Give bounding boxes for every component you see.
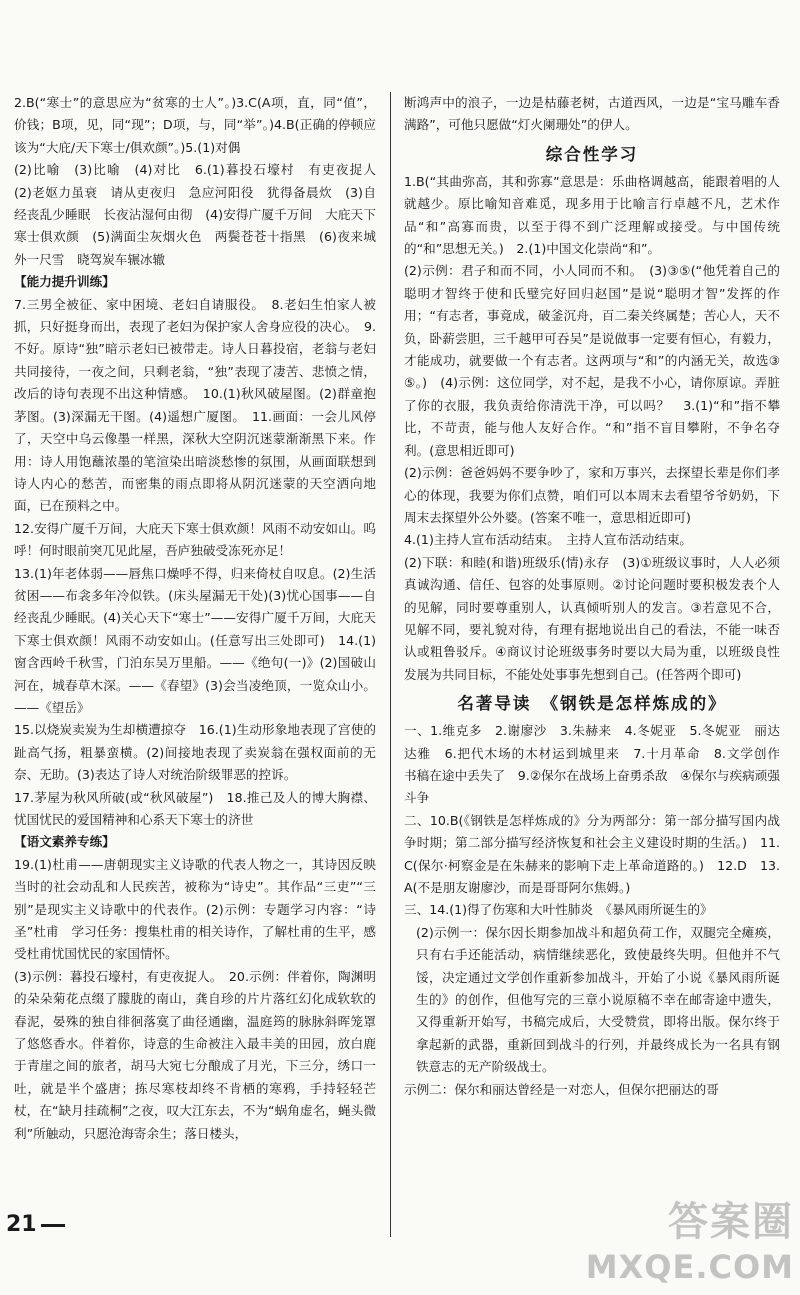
watermark-logo	[585, 1190, 794, 1290]
page-number-text: 21	[6, 1212, 37, 1237]
answer-paragraph: 示例二：保尔和丽达曾经是一对恋人，但保尔把丽达的哥	[404, 1081, 719, 1097]
answer-paragraph: (2)示例：爸爸妈妈不要争吵了，家和万事兴，去探望长辈是你们孝心的体现，我要为你们点赞，咱们可以本周末去看望爷爷奶奶，下周末去探望外公外婆。(答案不唯一，意思相近即可)	[404, 465, 780, 525]
column-divider	[390, 92, 391, 1237]
watermark-line2: MXQE.COM	[585, 1248, 794, 1286]
answer-paragraph: 17.茅屋为秋风所破(或“秋风破屋”) 18.推己及人的博大胸襟、忧国忧民的爱国精神和心系天下寒士的济世	[14, 789, 376, 827]
answer-paragraph: 1.B(“其曲弥高，其和弥寡”意思是：乐曲格调越高，能跟着唱的人就越少。原比喻知音难觅，现多用于比喻言行卓越不凡，艺术作品“和”高寡而贵，以至于得不到广泛理解或接受。与中国传统的“和”思想无关。) 2.(1)中国文化崇尚“和”。	[404, 173, 780, 257]
left-column	[14, 92, 389, 1145]
answer-paragraph: (2)比喻 (3)比喻 (4)对比 6.(1)暮投石壕村 有吏夜捉人 (2)老妪力虽衰 请从吏夜归 急应河阳役 犹得备晨炊 (3)自经丧乱少睡眠 长夜沾湿何由彻 (4)安得广厦千万间 大庇天下寒士俱欢颜 (5)满面尘灰烟火色 两鬓苍苍十指黑 (6)夜来城外一尺雪 晓驾炭车辗冰辙	[14, 162, 389, 267]
right-column	[404, 92, 793, 1101]
answer-paragraph: 2.B(“寒士”的意思应为“贫寒的士人”。)3.C(A项，直，同“值”，价钱；B项，见，同“现”；D项，与，同“举”。)4.B(正确的停顿应该为“大庇/天下寒士/俱欢颜”。)5.(1)对偶	[14, 95, 376, 155]
page-number	[6, 1212, 65, 1237]
answer-paragraph: 7.三男全被征、家中困境、老妇自请服役。 8.老妇生怕家人被抓，只好挺身而出，表现了老妇为保护家人舍身应役的决心。 9.不好。原诗“独”暗示老妇已被带走。诗人日暮投宿，老翁与老妇共同接待，一夜之间，只剩老翁，“独”表现了凄苦、悲愤之情，改后的诗句表现不出这种情感。 10.(1)秋风破屋图。(2)群童抱茅图。(3)深漏无干图。(4)遥想广厦图。 11.画面：一会儿风停了，天空中乌云像墨一样黑，深秋大空阴沉迷蒙渐渐黑下来。作用：诗人用饱蘸浓墨的笔渲染出暗淡愁惨的氛围，从画面联想到诗人内心的愁苦，而密集的雨点即将从阴沉迷蒙的天空洒向地面，已在预料之中。	[14, 296, 376, 514]
answer-paragraph: 二、10.B(《钢铁是怎样炼成的》分为两部分：第一部分描写国内战争时期；第二部分描写经济恢复和社会主义建设时期的生活。) 11.C(保尔·柯察金是在朱赫来的影响下走上革命道路的。) 12.D 13.A(不是朋友谢廖沙，而是哥哥阿尔焦姆。)	[404, 812, 780, 895]
section-heading: 名著导读 《钢铁是怎样炼成的》	[457, 694, 727, 714]
answer-paragraph: 一、1.维克多 2.谢廖沙 3.朱赫来 4.冬妮亚 5.冬妮亚 丽达 达雅 6.把代木场的木材运到城里来 7.十月革命 8.文学创作 书稿在途中丢失了 9.②保尔在战场上奋勇杀敌 ④保尔与疾病顽强斗争	[404, 723, 793, 806]
answer-paragraph: 4.(1)主持人宣布活动结束。 主持人宣布活动结束。	[404, 532, 693, 548]
answer-paragraph: 13.(1)年老体弱——唇焦口燥呼不得，归来倚杖自叹息。(2)生活贫困——布衾多年冷似铁。(床头屋漏无干处)(3)忧心国事——自经丧乱少睡眠。(4)关心天下“寒士”——安得广厦千万间，大庇天下寒士俱欢颜！风雨不动安如山。(任意写出三处即可) 14.(1)窗含西岭千秋雪，门泊东吴万里船。——《绝句(一)》(2)国破山河在，城春草木深。——《春望》(3)会当凌绝顶，一览众山小。——《望岳》	[14, 565, 376, 715]
answer-paragraph: (2)示例：君子和而不同，小人同而不和。 (3)③⑤(“他凭着自己的聪明才智终于使和氏璧完好回归赵国”是说“聪明才智”发挥的作用；“有志者，事竟成，破釜沉舟，百二秦关终属楚；苦心人，天不负，卧薪尝胆，三千越甲可吞吴”是说做事一定要有恒心，有毅力，才能成功，就要做一个有志者。这两项与“和”的内涵无关，故选③⑤。) (4)示例：这位同学，对不起，是我不小心，请你原谅。弄脏了你的衣服，我负责给你清洗干净，可以吗？ 3.(1)“和”指不攀比，不苛责，能与他人友好合作。“和”指不盲目攀附，不争名夺利。(意思相近即可)	[404, 263, 780, 458]
section-heading: 综合性学习	[545, 144, 639, 164]
answer-paragraph: 三、14.(1)得了伤寒和大叶性肺炎 《暴风雨所诞生的》	[404, 902, 713, 918]
answer-paragraph: 19.(1)杜甫——唐朝现实主义诗歌的代表人物之一，其诗因反映当时的社会动乱和人民疾苦，被称为“诗史”。其作品“三吏”“三别”是现实主义诗歌中的代表作。(2)示例：专题学习内容：“诗圣”杜甫 学习任务：搜集杜甫的相关诗作，了解杜甫的生平，感受杜甫忧国忧民的家国情怀。	[14, 856, 376, 962]
page-number-dash	[41, 1224, 65, 1227]
answer-paragraph: (2)示例一：保尔因长期参加战斗和超负荷工作，双腿完全瘫痪，只有右手还能活动，病情继续恶化，致使最终失明。但他并不气馁，决定通过文学创作重新参加战斗，开始了小说《暴风雨所诞生的》的创作，但他写完的三章小说原稿不幸在邮寄途中遗失，又得重新开始写，书稿完成后，大受赞赏，即将出版。保尔终于拿起新的武器，重新回到战斗的行列，并最终成长为一名具有钢铁意志的无产阶级战士。	[416, 924, 780, 1075]
section-tag: 【能力提升训练】	[14, 274, 115, 290]
watermark-line1: 答案圈	[668, 1199, 794, 1245]
answer-paragraph: 15.以烧炭卖炭为生却横遭掠夺 16.(1)生动形象地表现了宫使的趾高气扬，粗暴蛮横。(2)间接地表现了卖炭翁在强权面前的无奈、无助。(3)表达了诗人对统治阶级罪恶的控诉。	[14, 722, 376, 783]
section-tag: 【语文素养专练】	[14, 834, 115, 850]
answer-paragraph: (2)下联：和睦(和谐)班级乐(情)永存 (3)①班级议事时，人人必须真诚沟通、信任、包容的处事原则。②讨论问题时要积极发表个人的见解，同时要尊重别人，认真倾听别人的发言。③若意见不合，见解不同，要礼貌对待，有理有据地说出自己的看法，不能一味否认或粗鲁驳斥。④商议讨论班级事务时要以大局为重，以班级良性发展为共同目标，不能处处事事先想到自己。(任答两个即可)	[404, 554, 780, 682]
answer-paragraph: 断鸿声中的浪子，一边是枯藤老树，古道西风，一边是“宝马雕车香满路”，可他只愿做“灯火阑珊处”的伊人。	[404, 95, 780, 133]
answer-paragraph: (3)示例：暮投石壕村，有吏夜捉人。 20.示例：伴着你，陶渊明的朵朵菊花点缀了朦胧的南山，龚自珍的片片落红幻化成软软的春泥，晏殊的独自徘徊落寞了曲径通幽，温庭筠的脉脉斜晖笼罩了悠悠香水。伴着你，诗意的生命被注入最丰美的田园，放白鹿于青崖之间的旅者，胡马大宛七分酿成了月光，下三分，绣口一吐，就是半个盛唐；拣尽寒枝却终不肯栖的寒鸦，手持轻轻芒杖，在“缺月挂疏桐”之夜，叹大江东去，不为“蜗角虚名，蝇头微利”所触动，只愿沧海寄余生；落日楼头，	[14, 968, 376, 1141]
answer-paragraph: 12.安得广厦千万间，大庇天下寒士俱欢颜！风雨不动安如山。呜呼！何时眼前突兀见此屋，吾庐独破受冻死亦足！	[14, 520, 376, 559]
